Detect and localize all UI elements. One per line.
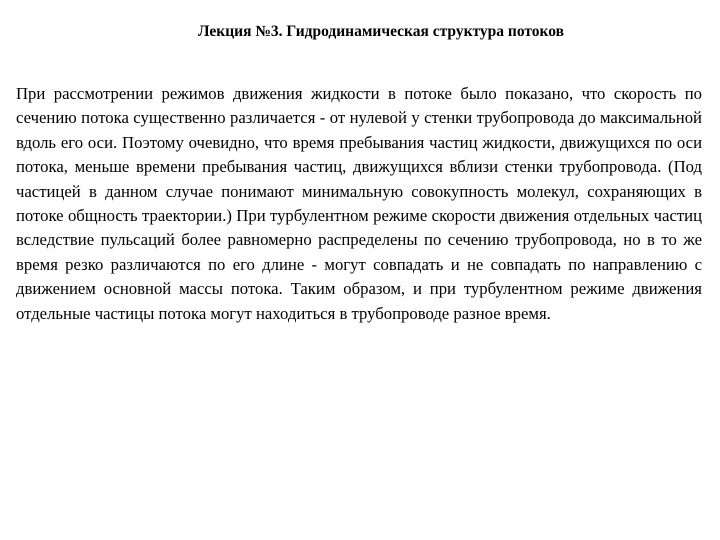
lecture-title: Лекция №3. Гидродинамическая структура потоков [197,23,565,40]
body-paragraph: При рассмотрении режимов движения жидкости в потоке было показано, что скорость по сечению потока существенно различается - от нулевой у стенки трубопровода до максимальной вдоль его оси. Поэтому очевидно, что время пребывания частиц жидкости, движущихся по оси потока, меньше времени пребывания частиц, движущихся вблизи стенки трубопровода. (Под частицей в данном случае понимают минимальную совокупность молекул, сохраняющих в потоке общность траектории.) При турбулентном режиме скорости движения отдельных частиц вследствие пульсаций более равномерно распределены по сечению трубопровода, но в то же время резко различаются по его длине - могут совпадать и не совпадать по направлению с движением основной массы потока. Таким образом, и при турбулентном режиме движения отдельные частицы потока могут находиться в трубопроводе разное время. [16,84,702,323]
